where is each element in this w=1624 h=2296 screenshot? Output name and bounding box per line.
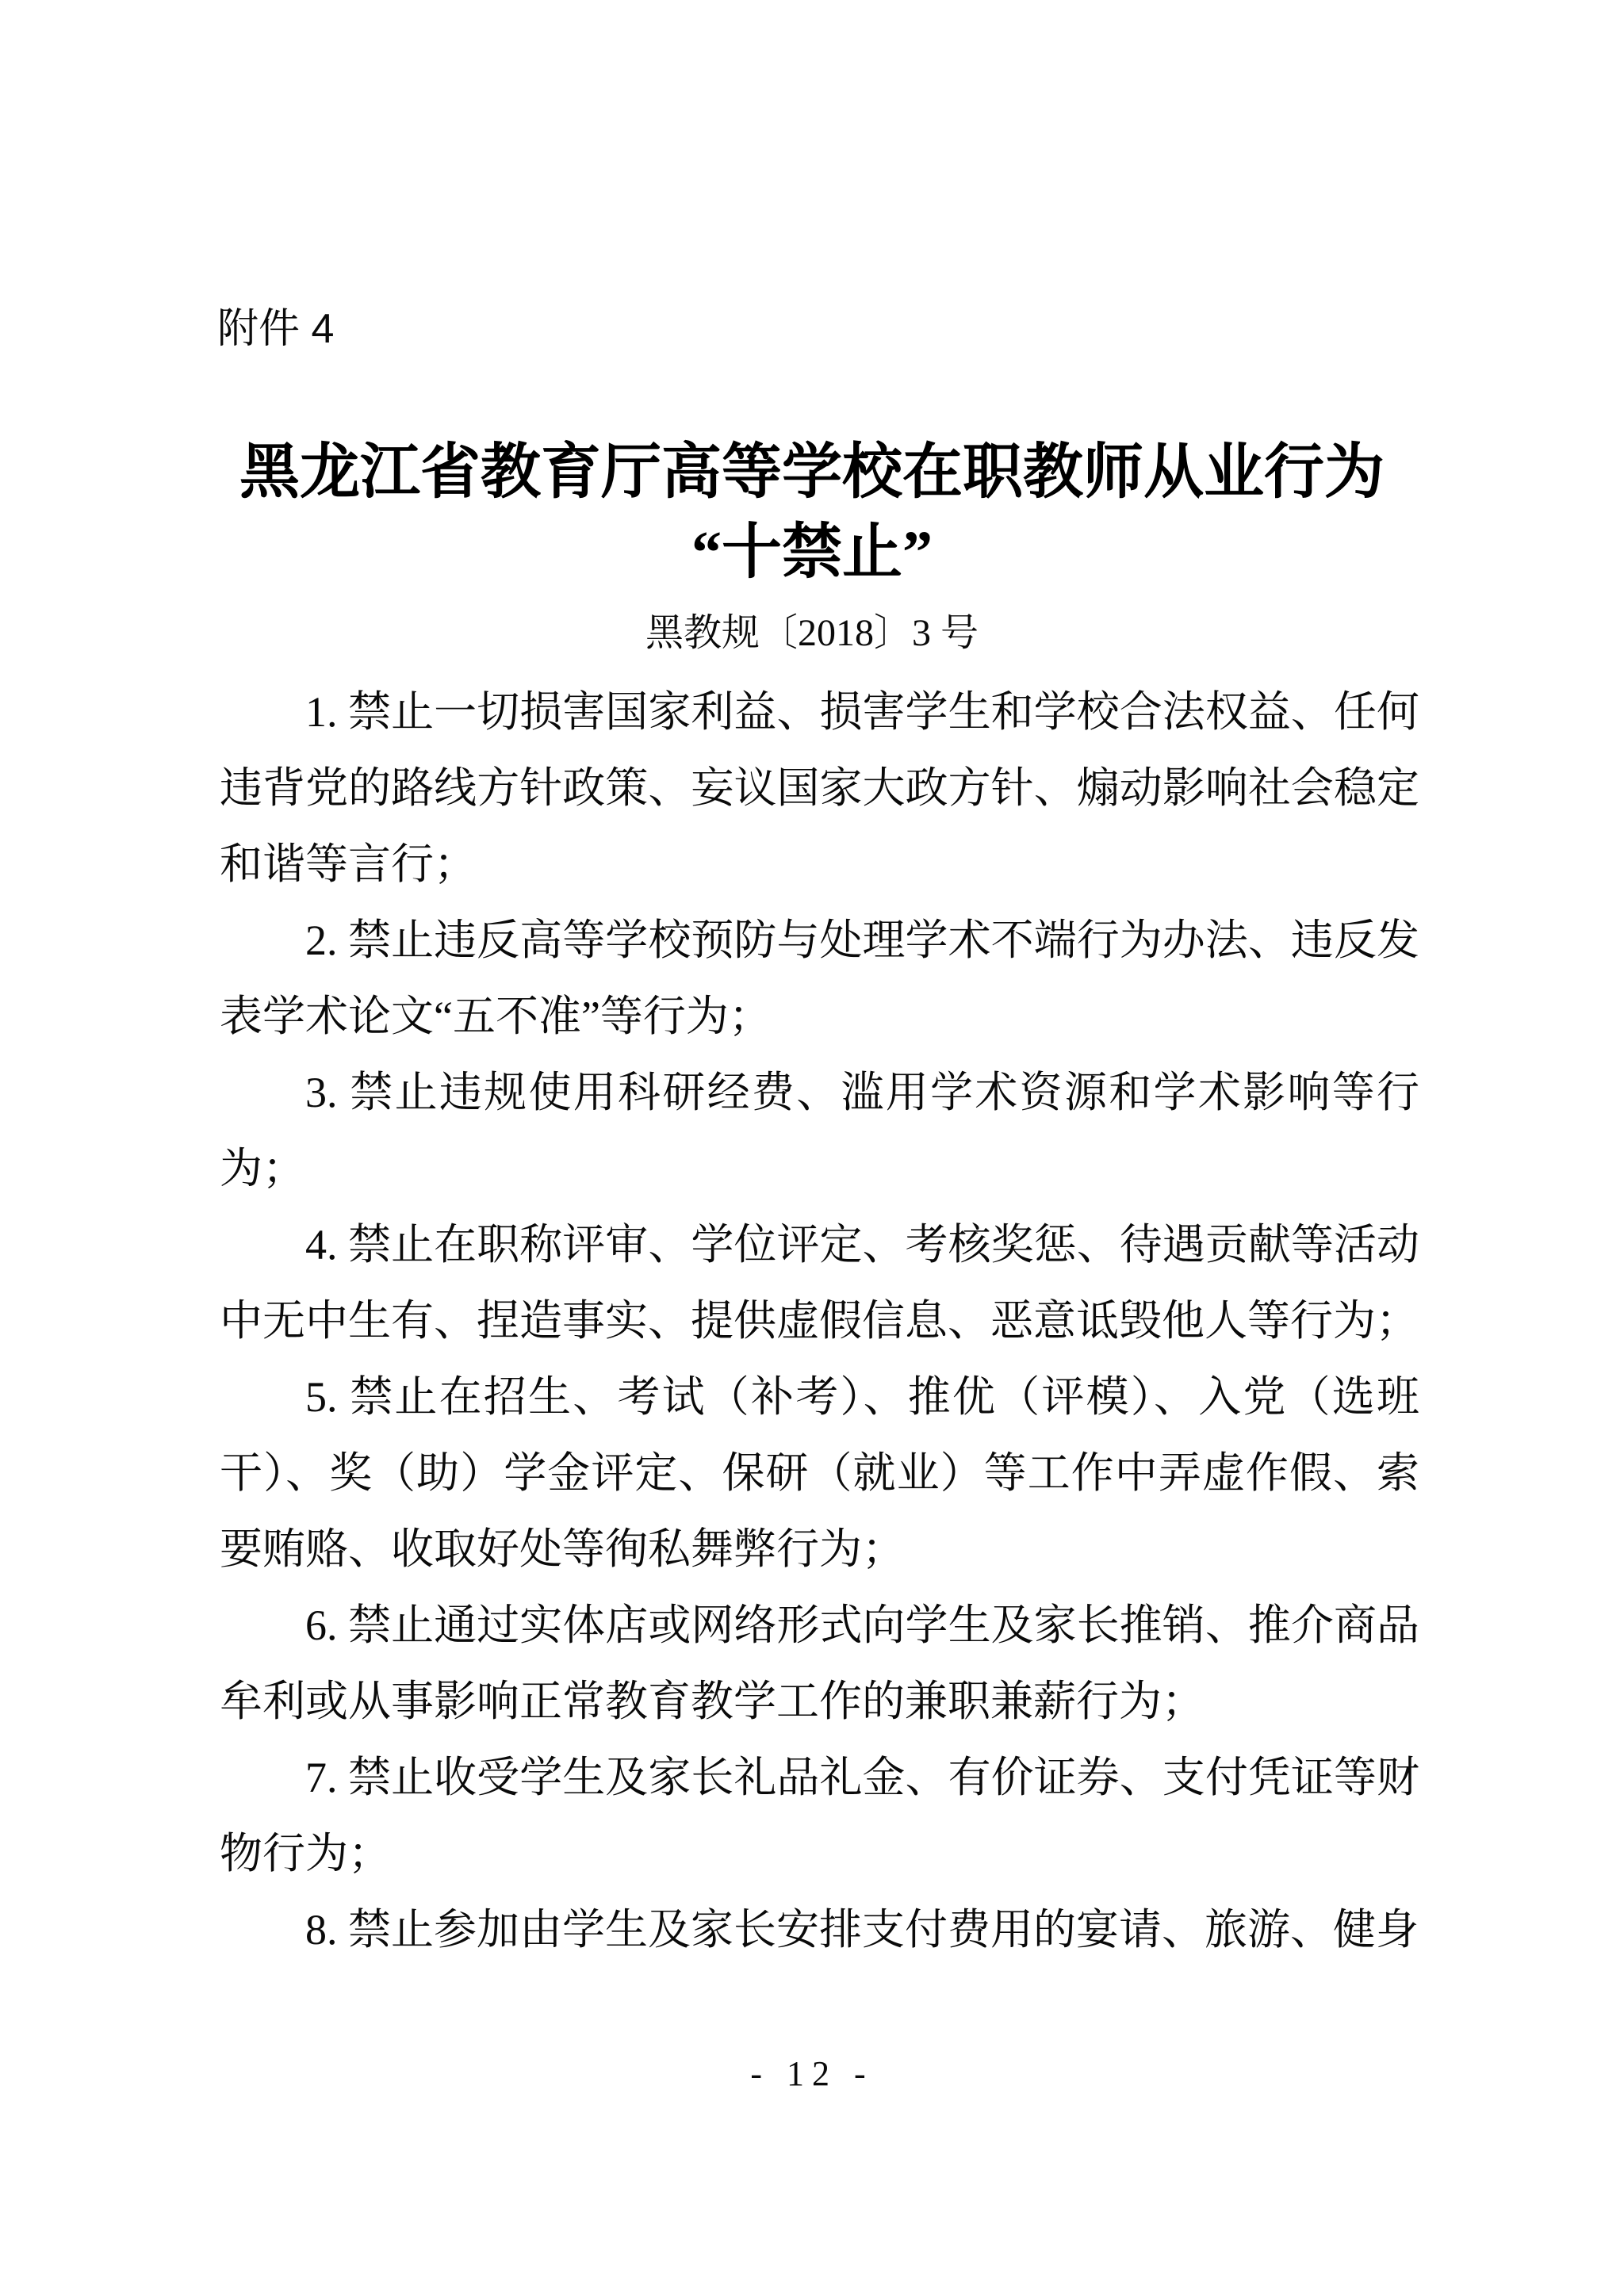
- document-number: 黑教规〔2018〕3 号: [645, 612, 979, 654]
- document-title: [213, 433, 1411, 593]
- paragraph-item-2: 2. 禁止违反高等学校预防与处理学术不端行为办法、违反发表学术论文“五不准”等行为；: [220, 916, 1419, 1040]
- document-title-line1: 黑龙江省教育厅高等学校在职教师从业行为: [239, 439, 1385, 506]
- document-body: [220, 674, 1419, 1968]
- paragraph-item-3: 3. 禁止违规使用科研经费、滥用学术资源和学术影响等行为；: [220, 1069, 1419, 1192]
- paragraph-item-8: 8. 禁止参加由学生及家长安排支付费用的宴请、旅游、健身: [305, 1906, 1419, 1954]
- document-title-line2: “十禁止”: [691, 519, 933, 586]
- paragraph-item-1: 1. 禁止一切损害国家利益、损害学生和学校合法权益、任何违背党的路线方针政策、妄议国家大政方针、煽动影响社会稳定和谐等言行；: [220, 688, 1419, 888]
- paragraph-item-7: 7. 禁止收受学生及家长礼品礼金、有价证券、支付凭证等财物行为；: [220, 1754, 1419, 1877]
- attachment-label: 附件 4: [217, 306, 335, 352]
- page-number: - 12 -: [750, 2054, 874, 2093]
- paragraph-item-4: 4. 禁止在职称评审、学位评定、考核奖惩、待遇贡献等活动中无中生有、捏造事实、提供虚假信息、恶意诋毁他人等行为；: [220, 1221, 1419, 1345]
- paragraph-item-5: 5. 禁止在招生、考试（补考）、推优（评模）、入党（选班干）、奖（助）学金评定、保研（就业）等工作中弄虚作假、索要贿赂、收取好处等徇私舞弊行为；: [220, 1373, 1419, 1573]
- paragraph-item-6: 6. 禁止通过实体店或网络形式向学生及家长推销、推介商品牟利或从事影响正常教育教学工作的兼职兼薪行为；: [220, 1601, 1419, 1725]
